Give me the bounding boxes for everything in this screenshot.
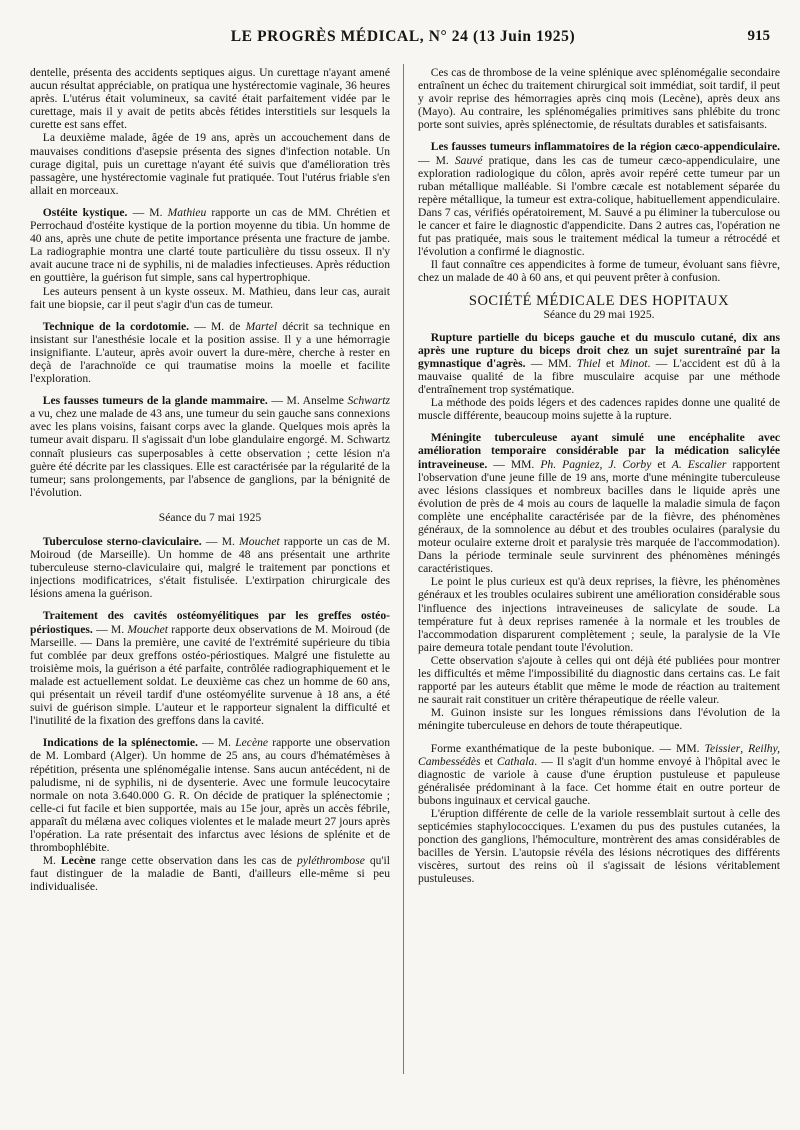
article-title: Tuberculose sterno-claviculaire.	[42, 535, 202, 548]
article-title: Forme exanthématique de la peste bubonique.	[430, 741, 655, 755]
author-name: Lecène	[235, 736, 269, 750]
article-text: rapporte une observation de M. Lombard (Alger). Un homme de 25 ans, au cours d'hématémèses à répétition, présenta une splénomégalie intense. Sans aucun antécédent, ni de paludisme, ni de syphilis, ni de dysenterie. Avec une formule leucocytaire normale on nota 3.640.000 G. R. On décide de pratiquer la splénectomie ; celle-ci fut facile et bien supportée, mais au 15e jour, après un accès fébrile, apparaît du mélæna avec coliques violentes et le malade meurt 27 jours après l'opération. La rate présentait des infarctus avec lésions de splénite et de thrombophlébite.	[30, 736, 390, 855]
paragraph: Il faut connaître ces appendicites à forme de tumeur, évoluant sans fièvre, chez un malade de 40 à 60 ans, et qui peuvent prêter à confusion.	[418, 258, 780, 285]
page-header	[30, 14, 776, 54]
author-prefix: M. Anselme	[286, 394, 344, 408]
text-span: qu'il faut distinguer de la maladie de Banti, d'ailleurs elle-même si peu individualisée.	[30, 854, 390, 894]
paragraph: L'éruption différente de celle de la variole ressemblait surtout à celle des septicémies staphylococciques. L'examen du pus des pustules cutanées, la ponction des ganglions, l'hémoculture, montrèrent des amas considérables de bacilles de Yersin. L'autopsie révéla des lésions nécrotiques des différents viscères, surtout des reins où il s'agissait de lésions véritablement pustuleuses.	[418, 806, 780, 886]
page-number: 915	[747, 28, 770, 44]
text-span: range cette observation dans les cas de	[100, 854, 293, 868]
author-name: Mathieu	[167, 205, 207, 219]
text-span: — MM.	[493, 457, 535, 471]
article-title: Les fausses tumeurs de la glande mammaire.	[42, 394, 268, 408]
paragraph: Ces cas de thrombose de la veine splénique avec splénomégalie secondaire entraînent un échec du traitement chirurgical soit immédiat, soit tardif, il peut y avoir reprise des hémorragies après cinq mois (Lecène), après deux ans (Mayo). Au contraire, les splénomégalies primitives sans phlébite du tronc porte sont suivies, après splénectomie, de résultats durables et satisfaisants.	[418, 66, 780, 132]
text-span: — MM.	[530, 356, 572, 370]
article-title: Ostéite kystique.	[42, 205, 128, 219]
author-name: Reilhy, Cambessédès	[418, 741, 780, 768]
text-span: et	[484, 754, 493, 768]
paragraph: Les auteurs pensent à un kyste osseux. M. Mathieu, dans leur cas, aurait fait une biopsie, car il peut s'agir d'un cas de tumeur.	[30, 284, 390, 311]
article-text: rapporte un cas de M. Moiroud (de Marseille). Un homme de 48 ans présentait une arthrite tuberculeuse sterno-claviculaire qui, malgré le traitement par ponctions et injections modificatrices, s'était fistulisée. L'extirpation chirurgicale des lésions amena la guérison.	[30, 535, 390, 601]
text-span: et	[657, 457, 666, 471]
article-caeco: Les fausses tumeurs inflammatoires de la région cæco-appendiculaire. — M. Sauvé pratique, dans les cas de tumeur cæco-appendiculaire, une exploration radiologique du côlon, après avoir repéré cette tumeur par un ruban métallique malléable. Si l'ombre cæcale est notablement séparée du repère métallique, la tumeur est extra-colique, habituellement appendiculaire. Dans 7 cas, vérifiés opératoirement, M. Sauvé a pu éliminer la tuberculose ou le cancer et faire le diagnostic d'appendicite. Dans 2 autres cas, l'opération ne fut pas pratiquée, mais sous le traitement médical la tumeur a rétrocédé et l'évolution a confirmé le diagnostic.	[418, 140, 780, 259]
paragraph: Le point le plus curieux est qu'à deux reprises, la fièvre, les phénomènes généraux et les troubles oculaires subirent une amélioration considérable sous l'influence des injections intraveineuses de salicylate de soude. La température fut à deux reprises ramenée à la normale et les troubles de l'accommodation disparurent complètement ; seule, la paralysie de la VIe paire demeura totale pendant toute l'évolution.	[418, 575, 780, 654]
right-column	[418, 66, 780, 1116]
paragraph: dentelle, présenta des accidents septiques aigus. Un curettage n'ayant amené aucun résultat appréciable, on pratiqua une hystérectomie vaginale, 36 heures après. L'utérus était volumineux, sa cavité était parfaitement vidée par le curettage, mais il y avait de petits abcès fétides interstitiels sur lesquels la curette est sans effet.	[30, 66, 390, 132]
article-title: Technique de la cordotomie.	[42, 319, 189, 333]
author-name: Sauvé	[454, 153, 483, 167]
paragraph: Cette observation s'ajoute à celles qui ont déjà été publiées pour montrer les difficultés et même l'impossibilité du diagnostic dans certains cas. Le fait rapporté par les auteurs établit que même le mode de réaction au traitement ne saurait rait constituer un critère thérapeutique de réelle valeur.	[418, 653, 780, 707]
running-title: LE PROGRÈS MÉDICAL, N° 24 (13 Juin 1925)	[230, 28, 576, 45]
article-title: Traitement des cavités ostéomyélitiques par les greffes ostéo-périostiques.	[30, 609, 390, 636]
article-cordotomie: Technique de la cordotomie. — M. de Martel décrit sa technique en insistant sur l'anesthésie locale et la position assise. Il y a une hémorragie insignifiante. L'auteur, après avoir ouvert la dure-mère, cherche à rester en deçà de l'arachnoïde ce qui traumatise moins la moelle et facilite l'exploration.	[30, 319, 390, 386]
article-traitement: Traitement des cavités ostéomyélitiques par les greffes ostéo-périostiques. — M. Mouchet rapporte deux observations de M. Moiroud (de Marseille. — Dans la première, une cavité de l'extrémité supérieure du tibia fut comblée par deux greffons ostéo-périostiques. Malgré une fistulette au troisième mois, la guérison a été parfaite, contrôlée radiographiquement et le malade est actuellement soldat. Le deuxième cas chez un homme de 60 ans, qui présentait un réveil tardif d'une ostéomyélite survenue à 18 ans, a été suivi de guérison simple. L'auteur et le rapporteur signalent la difficulté et l'inutilité de la fixation des greffons dans la cavité.	[30, 609, 390, 728]
article-text: — L'accident est dû à la mauvaise qualité de la fibre musculaire acquise par une méthode d'entraînement trop systématique.	[418, 356, 780, 397]
author-name: Mouchet	[127, 622, 168, 636]
column-divider	[403, 64, 404, 1074]
article-title: Les fausses tumeurs inflammatoires de la région cæco-appendiculaire.	[430, 140, 780, 154]
author-name: Ph. Pagniez	[540, 457, 600, 471]
article-text: — Il s'agit d'un homme envoyé à l'hôpital avec le diagnostic de variole à cause d'une éruption pustuleuse et papuleuse généralisée prédominant à la face. Cet homme était en outre porteur de bubons inguinaux et cervical gauche.	[418, 754, 780, 807]
author-name: Mouchet	[239, 535, 280, 548]
text-span: — MM.	[659, 741, 700, 755]
author-name: Martel	[245, 319, 278, 333]
author-name: Thiel	[576, 356, 601, 370]
article-rupture: Rupture partielle du biceps gauche et du musculo cutané, dix ans après une rupture du biceps droit chez un sujet surentraîné par la gymnastique d'agrès. — MM. Thiel et Minot. — L'accident est dû à la mauvaise qualité de la fibre musculaire acquise par une méthode d'entraînement trop systématique.	[418, 330, 780, 397]
article-text: rapportent l'observation d'une jeune fille de 19 ans, morte d'une méningite tuberculeuse avec lésions classiques et nombreux bacilles dans le liquide après une évolution de près de 4 mois au cours de laquelle la maladie simula de façon complète une encéphalite caractérisée par de la fièvre, des phénomènes généraux, de la somnolence au début et des troubles oculaires (paralysie du moteur oculaire externe droit et paralysie très marquée de l'accommodation). Dans la période terminale seule survinrent des phénomènes méningés caractéristiques.	[418, 457, 780, 576]
text-span: et	[606, 356, 615, 370]
seance-heading: Séance du 7 mai 1925	[158, 510, 262, 524]
article-fausses-tumeurs-mammaire: Les fausses tumeurs de la glande mammaire. — M. Anselme Schwartz a vu, chez une malade de 43 ans, une tumeur du sein gauche sans connexions avec les plans voisins, faisant corps avec la glande. Quelques mois après la tumeur avait disparu. Il s'agissait d'un lobe glandulaire engorgé. M. Schwartz connaît plusieurs cas superposables à cette observation ; cette lésion n'a guère été décrite par les classiques. Elle est caractérisée par la régularité de la tumeur; sans prolongements, par l'absence de ganglions, par la bénignité de l'évolution.	[30, 394, 390, 499]
term: pyléthrombose	[297, 854, 365, 868]
article-text: a vu, chez une malade de 43 ans, une tumeur du sein gauche sans connexions avec les plans voisins, faisant corps avec la glande. Quelques mois après la tumeur avait disparu. Il s'agissait d'un lobe glandulaire engorgé. M. Schwartz connaît plusieurs cas superposables à cette observation ; cette lésion n'a guère été décrite par les classiques. Elle est caractérisée par la régularité de la tumeur; sans prolongements, par l'absence de ganglions, par la bénignité de l'évolution.	[30, 407, 390, 499]
paragraph-lecene	[30, 854, 390, 893]
article-text: rapporte deux observations de M. Moiroud (de Marseille. — Dans la première, une cavité de l'extrémité supérieure du tibia fut comblée par deux greffons ostéo-périostiques. Malgré une fistulette au troisième mois, la guérison a été parfaite, contrôlée radiographiquement et le malade est actuellement soldat. Le deuxième cas chez un homme de 60 ans, qui présentait un réveil tardif d'une ostéomyélite survenue à 18 ans, a été suivi de guérison simple. L'auteur et le rapporteur signalent la difficulté et l'inutilité de la fixation des greffons dans la cavité.	[30, 622, 390, 728]
article-osteite: Ostéite kystique. — M. Mathieu rapporte un cas de MM. Chrétien et Perrochaud d'ostéite kystique de la portion moyenne du tibia. Un homme de 40 ans, après une chute de petite importance présenta une fracture de jambe. La radiographie montra une clarté toute particulière du tissu osseux. Il n'y avait aucune trace ni de syphilis, ni de maladies infectieuses. Après réduction en gouttière, la guérison fut simple, sans cal hypertrophique.	[30, 205, 390, 285]
article-title: Méningite tuberculeuse ayant simulé une encéphalite avec amélioration temporaire considérable par la médication salicylée intraveineuse.	[418, 431, 780, 471]
article-title: Indications de la splénectomie.	[42, 736, 198, 750]
society-seance: Séance du 29 mai 1925.	[543, 307, 655, 321]
author-name: A. Escalier	[671, 457, 727, 471]
article-meningite: Méningite tuberculeuse ayant simulé une encéphalite avec amélioration temporaire considérable par la médication salicylée intraveineuse. — MM. Ph. Pagniez, J. Corby et A. Escalier rapportent l'observation d'une jeune fille de 19 ans, morte d'une méningite tuberculeuse avec lésions classiques et nombreux bacilles dans le liquide après une évolution de près de 4 mois au cours de laquelle la maladie simula de façon complète une encéphalite caractérisée par de la fièvre, des phénomènes généraux, de la somnolence au début et des troubles oculaires (paralysie du moteur oculaire externe droit et paralysie très marquée de l'accommodation). Dans la période terminale seule survinrent des phénomènes méningés caractéristiques.	[418, 431, 780, 576]
author-name: Teissier	[704, 741, 741, 755]
article-text: décrit sa technique en insistant sur l'anesthésie locale et la position assise. Il y a une hémorragie insignifiante. L'auteur, après avoir ouvert la dure-mère, cherche à rester en deçà de l'arachnoïde ce qui traumatise moins la moelle et facilite l'exploration.	[30, 319, 390, 386]
text-span: M.	[42, 854, 56, 868]
paragraph: La méthode des poids légers et des cadences rapides donne une qualité de muscle différente, beaucoup moins sujette à la rupture.	[418, 396, 780, 423]
author-name: Lecène	[60, 854, 96, 868]
society-title: SOCIÉTÉ MÉDICALE DES HOPITAUX	[468, 292, 730, 309]
left-column	[30, 66, 390, 1116]
article-text: rapporte un cas de MM. Chrétien et Perrochaud d'ostéite kystique de la portion moyenne du tibia. Un homme de 40 ans, après une chute de petite importance présenta une fracture de jambe. La radiographie montra une clarté toute particulière du tissu osseux. Il n'y avait aucune trace ni de syphilis, ni de maladies infectieuses. Après réduction en gouttière, la guérison fut simple, sans cal hypertrophique.	[30, 205, 390, 285]
paragraph: M. Guinon insiste sur les longues rémissions dans l'évolution de la méningite tuberculeuse en dehors de toute thérapeutique.	[418, 706, 780, 733]
article-text: pratique, dans les cas de tumeur cæco-appendiculaire, une exploration radiologique du côlon, après avoir repéré cette tumeur par un ruban métallique malléable. Si l'ombre cæcale est notablement séparée du repère métallique, la tumeur est extra-colique, habituellement appendiculaire. Dans 7 cas, vérifiés opératoirement, M. Sauvé a pu éliminer la tuberculose ou le cancer et faire le diagnostic d'appendicite. Dans 2 autres cas, l'opération ne fut pas pratiquée, mais sous le traitement médical la tumeur a rétrocédé et l'évolution a confirmé le diagnostic.	[418, 153, 780, 259]
paragraph: La deuxième malade, âgée de 19 ans, après un accouchement dans de mauvaises conditions d'asepsie présenta des signes d'infection notable. Un curage digital, puis un curettage n'ayant été suivis que d'amélioration très passagère, une hystérectomie vaginale fut pratiquée. Tout l'utérus friable s'en allait en morceaux.	[30, 131, 390, 197]
article-splenectomie: Indications de la splénectomie. — M. Lecène rapporte une observation de M. Lombard (Alger). Un homme de 25 ans, au cours d'hématémèses à répétition, présenta une splénomégalie intense. Sans aucun antécédent, ni de paludisme, ni de syphilis, ni de dysenterie. Avec une formule leucocytaire normale on nota 3.640.000 G. R. On décide de pratiquer la splénectomie ; celle-ci fut facile et bien supportée, mais au 15e jour, après un accès fébrile, apparaît du mélæna avec coliques violentes et le malade meurt 27 jours après l'opération. La rate présentait des infarctus avec lésions de splénite et de thrombophlébite.	[30, 736, 390, 855]
author-name: J. Corby	[608, 457, 652, 471]
article-tuberculose: Tuberculose sterno-claviculaire. — M. Mouchet rapporte un cas de M. Moiroud (de Marseille). Un homme de 48 ans présentait une arthrite tuberculeuse sterno-claviculaire qui, malgré le traitement par ponctions et injections modificatrices, s'était fistulisée. L'extirpation chirurgicale des lésions amena la guérison.	[30, 535, 390, 601]
author-name: Minot	[619, 356, 648, 370]
author-name: Schwartz	[347, 394, 390, 408]
article-peste: Forme exanthématique de la peste bubonique. — MM. Teissier, Reilhy, Cambessédès et Cathala. — Il s'agit d'un homme envoyé à l'hôpital avec le diagnostic de variole à cause d'une éruption pustuleuse et papuleuse généralisée prédominant à la face. Cet homme était en outre porteur de bubons inguinaux et cervical gauche.	[418, 741, 780, 807]
article-title: Rupture partielle du biceps gauche et du musculo cutané, dix ans après une rupture du biceps droit chez un sujet surentraîné par la gymnastique d'agrès.	[418, 330, 780, 370]
author-name: Cathala	[496, 754, 535, 768]
